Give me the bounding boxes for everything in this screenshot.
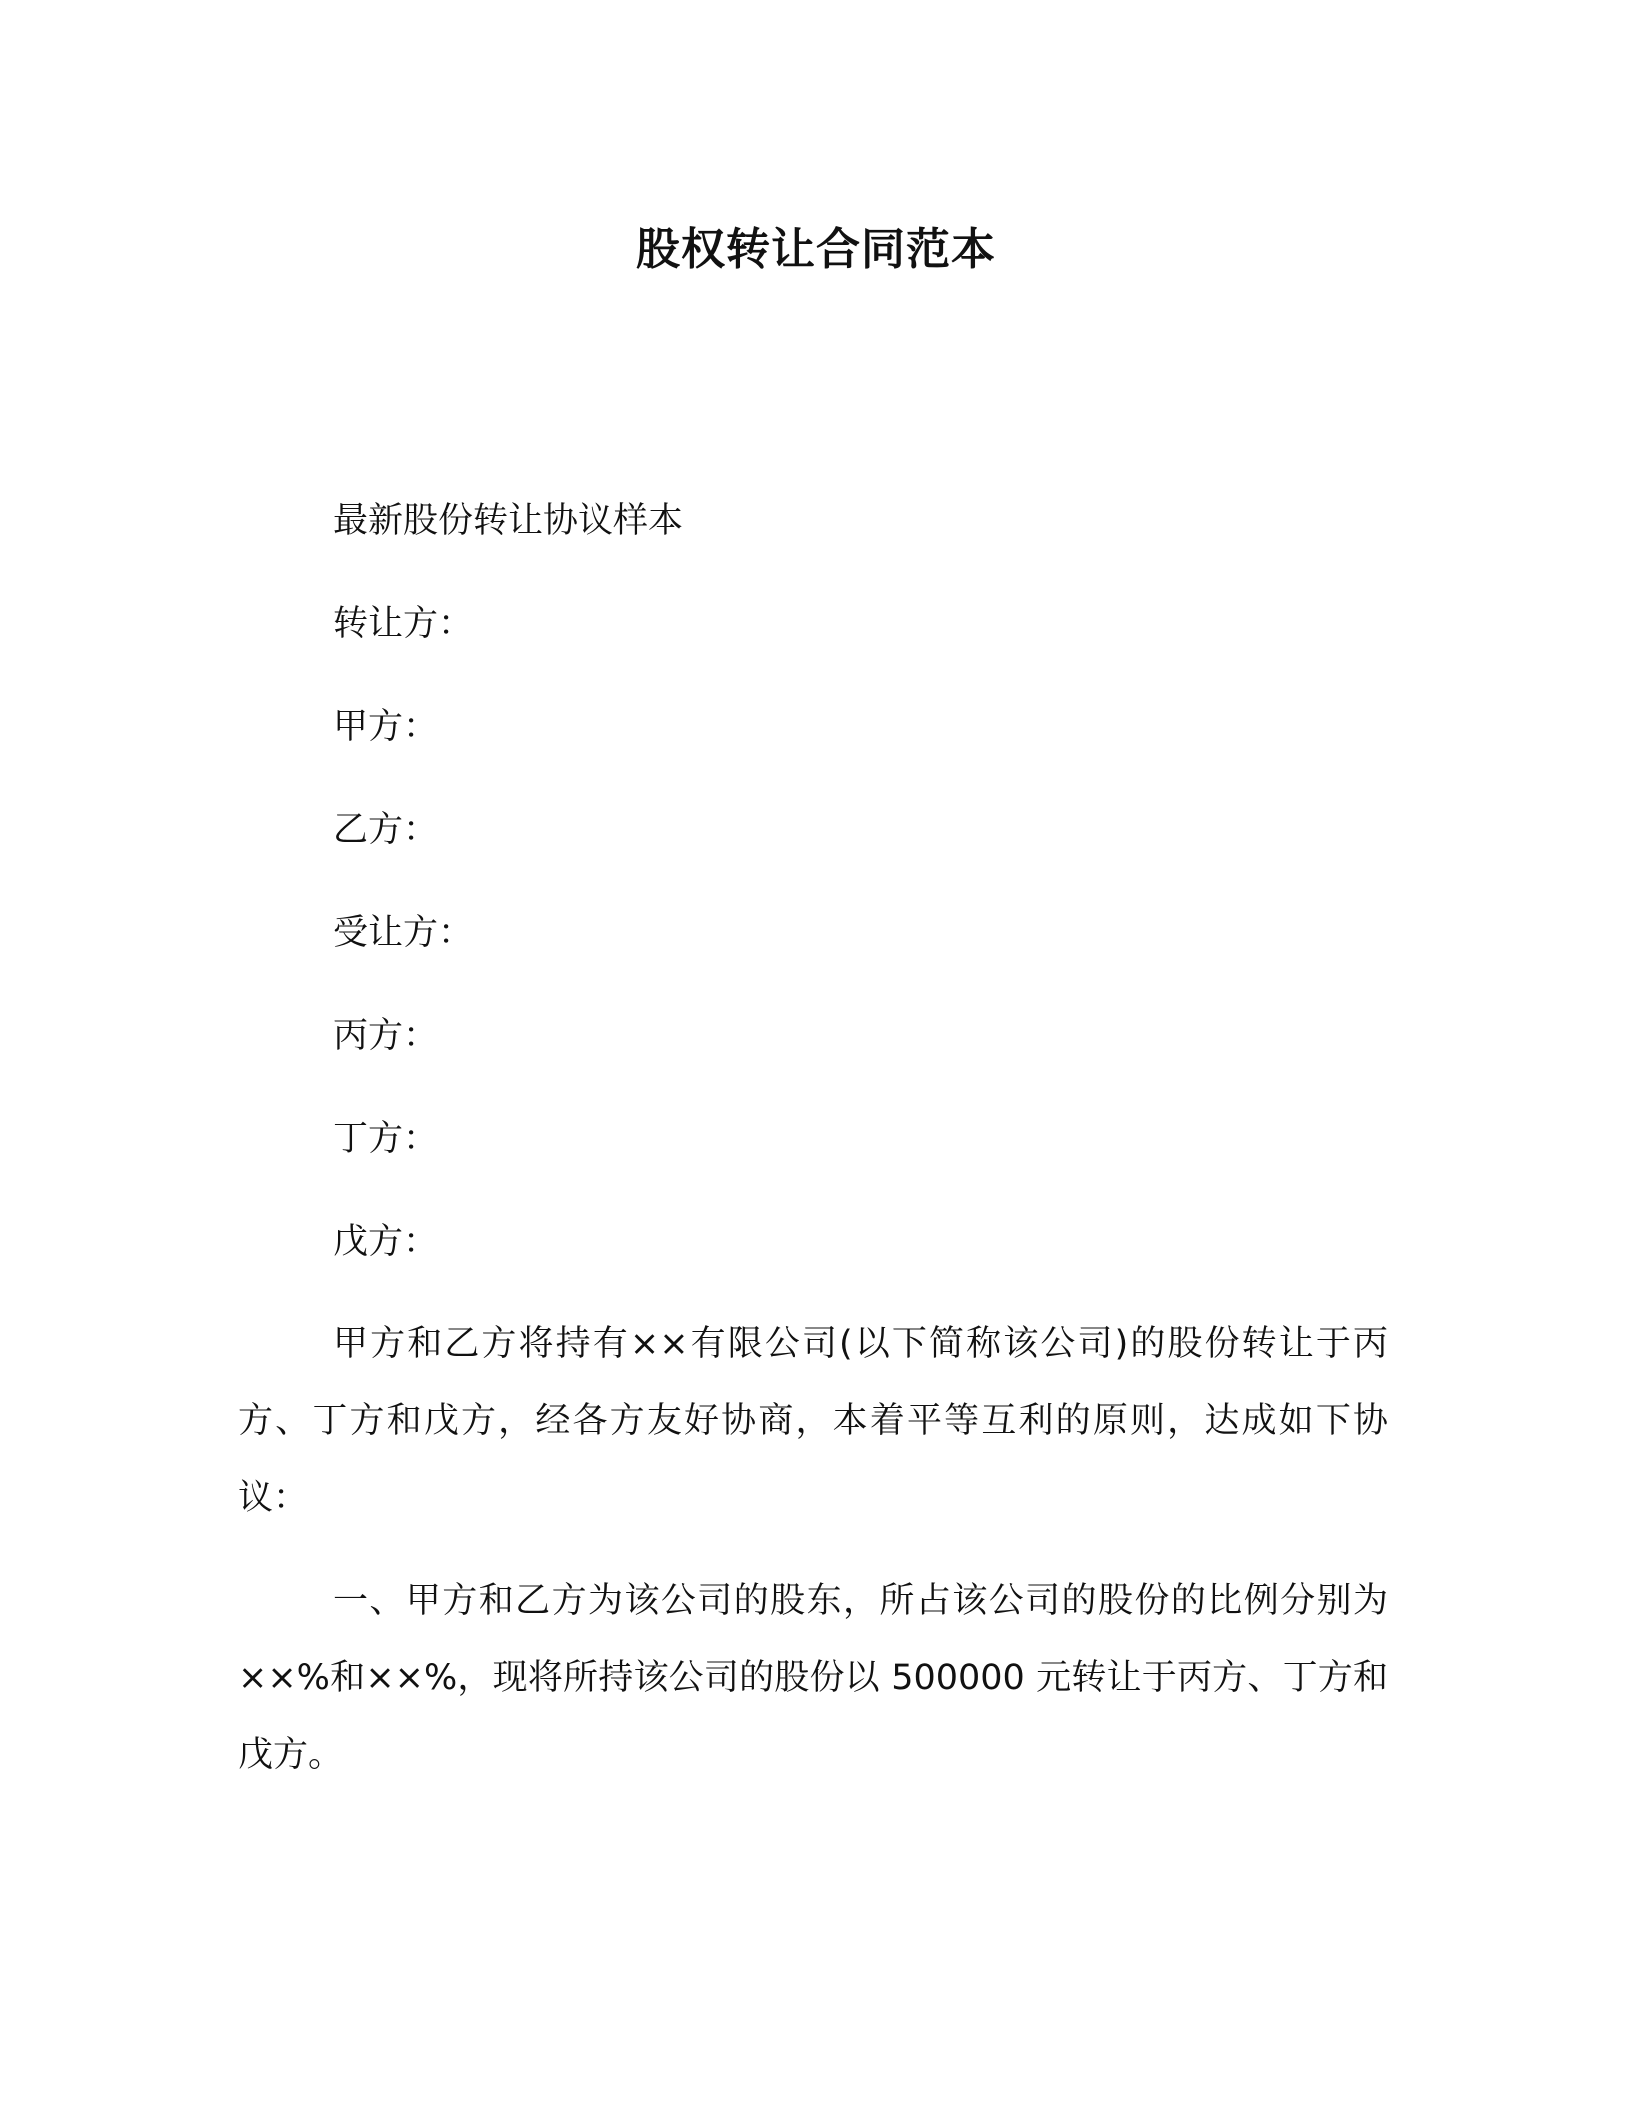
paragraph-intro: 甲方和乙方将持有××有限公司(以下简称该公司)的股份转让于丙方、丁方和戊方，经各方友好协商，本着平等互利的原则，达成如下协议： xyxy=(238,1324,1388,1518)
party-b-label: 乙方： xyxy=(333,810,439,850)
party-c-label: 丙方： xyxy=(333,1016,439,1056)
transferee-label: 受让方： xyxy=(333,913,474,953)
party-d-label: 丁方： xyxy=(333,1119,439,1159)
paragraph-article-1: 一、甲方和乙方为该公司的股东，所占该公司的股份的比例分别为××%和××%，现将所持该公司的股份以 500000 元转让于丙方、丁方和戊方。 xyxy=(238,1581,1388,1775)
document-title: 股权转让合同范本 xyxy=(636,224,996,275)
transferor-label: 转让方： xyxy=(333,604,474,644)
document-subtitle: 最新股份转让协议样本 xyxy=(333,501,684,541)
party-a-label: 甲方： xyxy=(333,707,439,747)
party-e-label: 戊方： xyxy=(333,1222,439,1262)
